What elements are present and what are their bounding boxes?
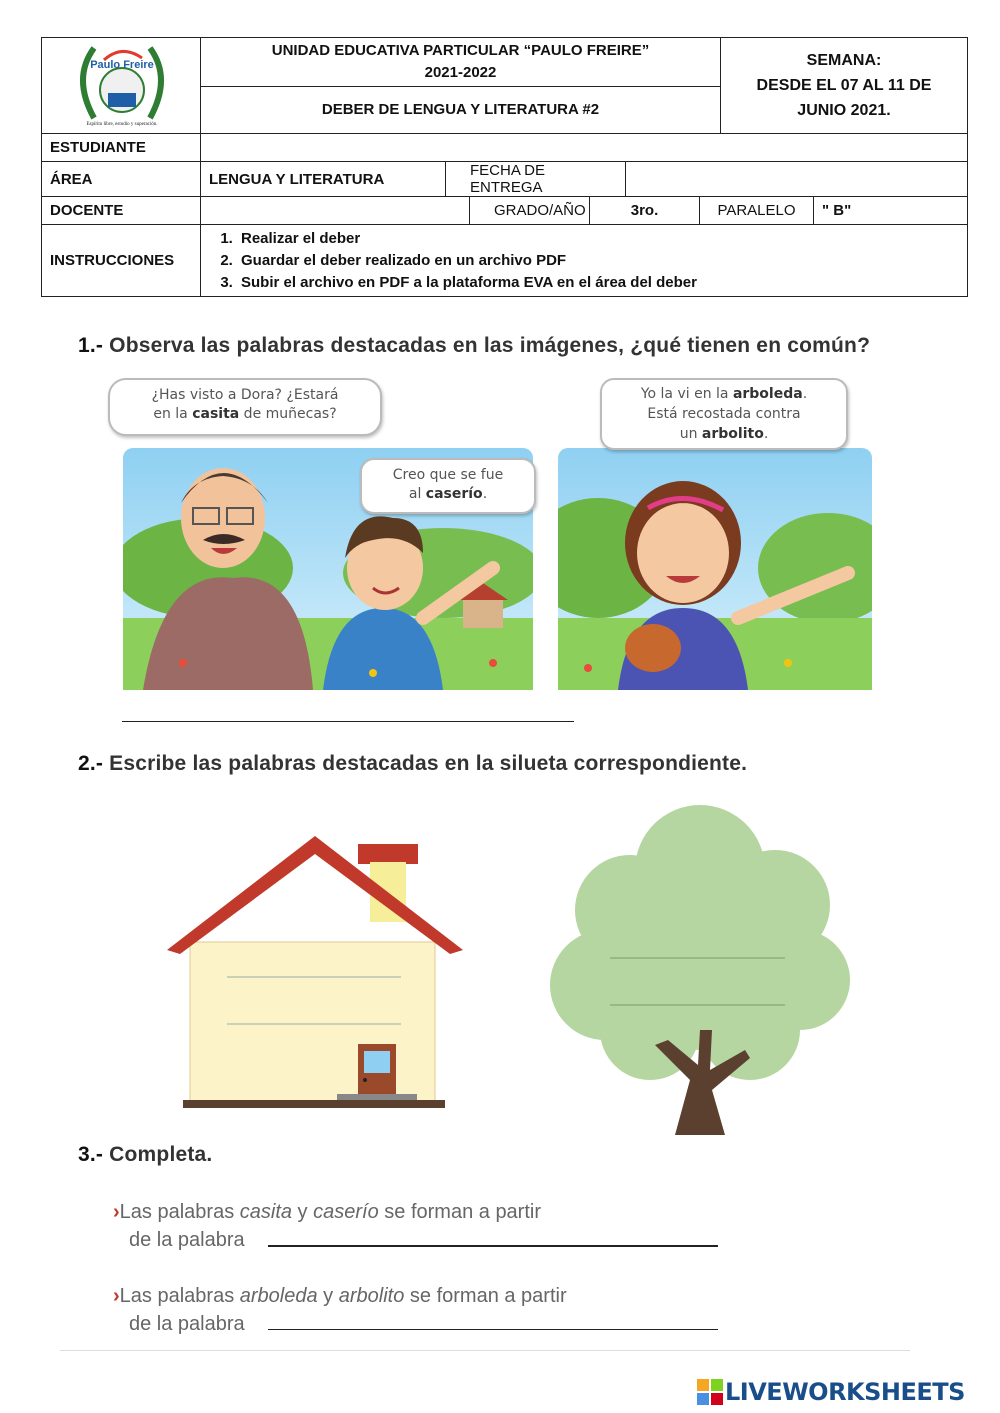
instruction-item: 2. Guardar el deber realizado en un archivo PDF (237, 250, 959, 272)
student-field[interactable] (201, 134, 968, 162)
divider (60, 1350, 910, 1351)
teacher-label: DOCENTE (42, 197, 201, 225)
due-date-field[interactable] (626, 162, 968, 197)
house-silhouette (165, 832, 465, 1112)
teacher-field[interactable] (201, 197, 470, 225)
school-year: 2021-2022 (424, 63, 497, 81)
q3-answer-line-2[interactable] (268, 1329, 718, 1330)
footer-brand (697, 1378, 965, 1406)
instructions-label: INSTRUCCIONES (42, 225, 201, 297)
logo-cell (42, 38, 201, 134)
speech-bubble-man: ¿Has visto a Dora? ¿Estará en la casita de muñecas? (108, 378, 382, 436)
q1-answer-line[interactable] (122, 721, 574, 722)
speech-bubble-boy: Creo que se fue al caserío. (360, 458, 536, 514)
due-date-label: FECHA DE ENTREGA (446, 162, 626, 197)
q3-item-2: ›Las palabras arboleda y arbolito se forman a partir de la palabra (113, 1285, 567, 1335)
week-label: SEMANA: (806, 52, 882, 69)
instructions-cell (201, 225, 968, 297)
svg-text:Espíritu libre, estudio y supe: Espíritu libre, estudio y superación. (86, 122, 158, 127)
section-label: PARALELO (700, 197, 814, 225)
q3-title: 3.- Completa. (78, 1143, 213, 1166)
bullet-arrow-icon: › (113, 1201, 120, 1223)
q2-title: 2.- Escribe las palabras destacadas en la silueta correspondiente. (78, 752, 748, 775)
school-logo (42, 38, 201, 129)
instructions-list (209, 228, 959, 294)
q3-item-1: ›Las palabras casita y caserío se forman a partir de la palabra (113, 1201, 542, 1251)
instruction-item: 3. Subir el archivo en PDF a la plataforma EVA en el área del deber (237, 272, 959, 294)
tree-silhouette (550, 800, 850, 1135)
area-value: LENGUA Y LITERATURA (201, 162, 446, 197)
instruction-item: 1. Realizar el deber (237, 228, 959, 250)
bullet-arrow-icon: › (113, 1285, 120, 1307)
week-range: DESDE EL 07 AL 11 DE JUNIO 2021. (756, 77, 932, 119)
assignment-title: DEBER DE LENGUA Y LITERATURA #2 (201, 86, 721, 133)
grade-value: 3ro. (590, 197, 700, 225)
grade-label: GRADO/AÑO (470, 197, 590, 225)
liveworksheets-logo-icon (697, 1379, 723, 1405)
school-name: UNIDAD EDUCATIVA PARTICULAR “PAULO FREIRE” (271, 41, 650, 59)
speech-bubble-girl: Yo la vi en la arboleda. Está recostada contra un arbolito. (600, 378, 848, 450)
school-name-cell (201, 38, 721, 87)
svg-text:Paulo Freire: Paulo Freire (90, 59, 154, 71)
student-label: ESTUDIANTE (42, 134, 201, 162)
q1-title: 1.- Observa las palabras destacadas en las imágenes, ¿qué tienen en común? (78, 334, 871, 357)
illustration-girl (558, 448, 872, 690)
area-label: ÁREA (42, 162, 201, 197)
q3-answer-line-1[interactable] (268, 1245, 718, 1247)
brand-text: LIVEWORKSHEETS (725, 1378, 965, 1406)
section-value: " B" (814, 197, 968, 225)
header-table (41, 37, 968, 297)
week-cell (721, 38, 968, 134)
